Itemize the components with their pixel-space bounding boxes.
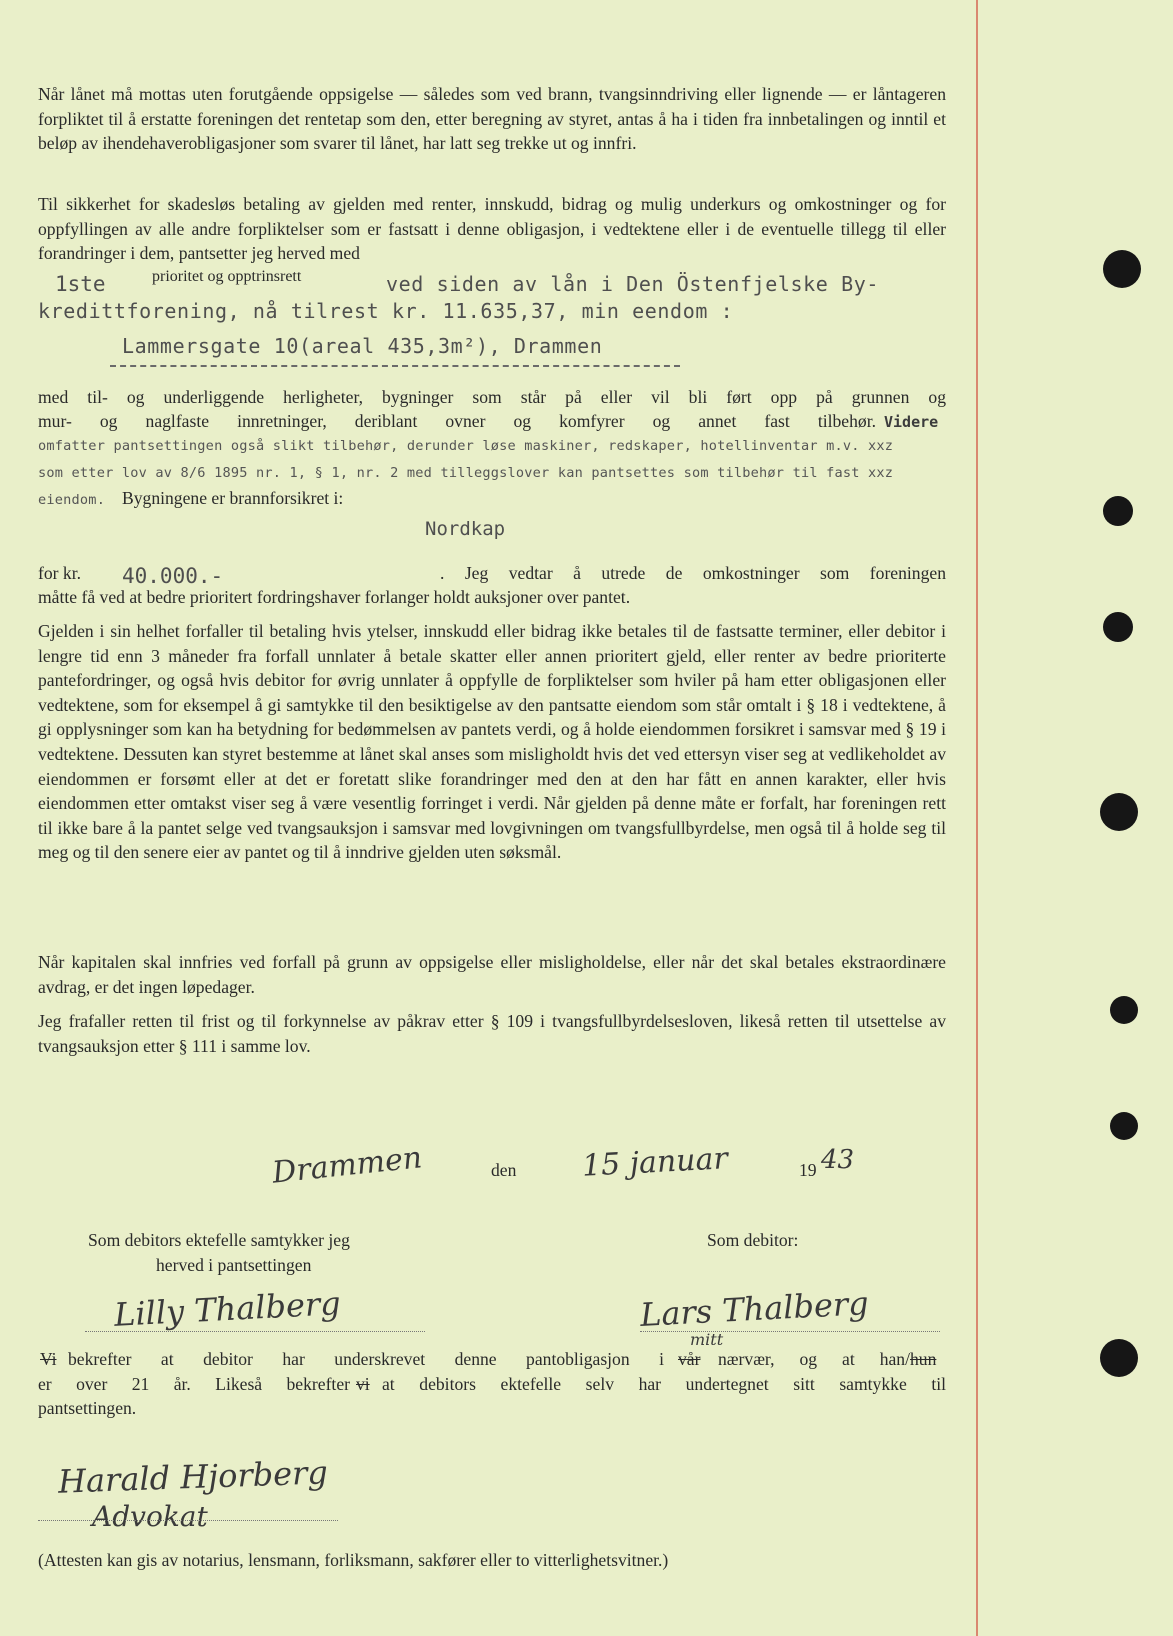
year-printed: 19: [799, 1160, 817, 1180]
typed-priority-line1: ved siden av lån i Den Östenfjelske By-: [386, 272, 879, 296]
debtor-signature-line: [640, 1331, 940, 1332]
margin-rule: [976, 0, 978, 1636]
appurtenance-line2: mur- og naglfaste innretninger, deriblant ovner og komfyrer og annet fast tilbehør.: [38, 411, 876, 431]
for-kr-label: for kr.: [38, 563, 81, 583]
punch-hole: [1103, 250, 1141, 288]
paragraph-security: Til sikkerhet for skadesløs betaling av gjelden med renter, innskudd, bidrag og mulig underkurs og omkostninger og for oppfyllingen av alle andre forpliktelser som er fastsatt i denne obligasjon, i vedtektene eller i de eventuelle tillegg til eller forandringer i dem, pantsetter jeg herved med: [38, 194, 946, 264]
spouse-signature: Lilly Thalberg: [113, 1284, 342, 1334]
typed-insurer: Nordkap: [425, 518, 506, 540]
paragraph-capital: Når kapitalen skal innfries ved forfall på grunn av oppsigelse eller misligholdelse, eller når det skal betales ekstraordinære avdrag, er det ingen løpedager.: [38, 952, 946, 997]
witness-title: Advokat: [92, 1500, 208, 1533]
struck-line5: eiendom.: [38, 492, 106, 508]
attest-vi2-struck: vi: [356, 1374, 370, 1394]
typed-priority-line2: kredittforening, nå tilrest kr. 11.635,37, min eendom :: [38, 299, 734, 323]
struck-line3: omfatter pantsettingen også slikt tilbehør, derunder løse maskiner, redskaper, hotellinventar m.v. xxz: [38, 438, 894, 454]
dashed-underline: [110, 365, 680, 367]
punch-hole: [1100, 1339, 1138, 1377]
typed-insured-amount: 40.000.-: [122, 564, 224, 588]
cost-text-2: måtte få ved at bedre prioritert fordringshaver forlanger holdt auksjoner over pantet.: [38, 587, 631, 607]
debtor-caption: Som debitor:: [707, 1230, 799, 1250]
punch-hole: [1103, 612, 1133, 642]
priority-label: prioritet og opptrinsrett: [152, 268, 302, 285]
spouse-caption-2: herved i pantsettingen: [156, 1255, 312, 1275]
attest-var-struck: vår: [678, 1349, 701, 1369]
attest-mitt-inserted: mitt: [690, 1330, 724, 1349]
debtor-signature: Lars Thalberg: [639, 1284, 870, 1334]
typed-property: Lammersgate 10(areal 435,3m²), Drammen: [122, 334, 603, 358]
attest-text-1b: nærvær, og at han/: [718, 1349, 910, 1369]
attest-footnote: (Attesten kan gis av notarius, lensmann, forliksmann, sakfører eller to vitterlighetsvitner.): [38, 1550, 669, 1570]
attest-text-2b: at debitors ektefelle selv har undertegnet sitt samtykke til: [382, 1374, 946, 1394]
typed-priority-rank: 1ste: [55, 272, 106, 296]
struck-line4: som etter lov av 8/6 1895 nr. 1, § 1, nr. 2 med tilleggslover kan pantsettes som tilbehør til fast xxz: [38, 465, 894, 481]
spouse-caption: Som debitors ektefelle samtykker jeg: [88, 1230, 350, 1250]
handwritten-place: Drammen: [270, 1140, 424, 1191]
witness-signature-line: [38, 1520, 338, 1521]
witness-signature: Harald Hjorberg: [57, 1453, 329, 1501]
attest-text-1a: bekrefter at debitor har underskrevet denne pantobligasjon i: [68, 1349, 664, 1369]
punch-hole: [1110, 996, 1138, 1024]
attest-vi-struck: Vi: [40, 1349, 57, 1369]
appurtenance-line1: med til- og underliggende herligheter, bygninger som står på eller vil bli ført opp på grunnen og: [38, 387, 946, 407]
attest-text-2a: er over 21 år. Likeså bekrefter: [38, 1374, 350, 1394]
typed-videre: Videre: [884, 413, 939, 431]
attest-text-3: pantsettingen.: [38, 1398, 137, 1418]
paragraph-default: Gjelden i sin helhet forfaller til betaling hvis ytelser, innskudd eller bidrag ikke betales til de fastsatte terminer, eller debitor i lengre tid enn 3 måneder fra forfall unnlater å betale skatter eller annen prioritert gjeld, eller renter av bedre prioriterte pantefordringer, og også hvis debitor for øvrig unnlater å oppfylle de forpliktelser som hviler på ham etter obligasjonen eller vedtektene, som for eksempel å gi samtykke til den besiktigelse av den pantsatte eiendom som står omtalt i § 18 i vedtektene, å gi opplysninger som kan ha betydning for bedømmelsen av pantets verdi, og å holde eiendommen forsikret i samsvar med § 19 i vedtektene. Dessuten kan styret bestemme at lånet skal anses som misligholdt hvis det ved ettersyn viser seg at vedlikeholdet av eiendommen er forsømt eller at det er foretatt slike forandringer med den at den har fått en annen karakter, eller hvis eiendommen etter omtakst viser seg å være vesentlig forringet i verdi. Når gjelden på denne måte er forfalt, har foreningen rett til ikke bare å la pantet selge ved tvangsauksjon i samsvar med lovgivningen om tvangsfullbyrdelse, men også til å holde seg til meg og til den senere eier av pantet og til å inndrive gjelden uten søksmål.: [38, 621, 946, 863]
punch-hole: [1103, 496, 1133, 526]
den-label: den: [491, 1160, 517, 1180]
punch-hole: [1100, 793, 1138, 831]
spouse-signature-line: [85, 1331, 425, 1332]
cost-text: . Jeg vedtar å utrede de omkostninger som foreningen: [440, 563, 946, 583]
attest-hun-struck: hun: [910, 1349, 937, 1369]
handwritten-year: 43: [821, 1145, 855, 1175]
handwritten-date: 15 januar: [581, 1141, 729, 1184]
paragraph-prepayment: Når lånet må mottas uten forutgående oppsigelse — således som ved brann, tvangsinndriving eller lignende — er låntageren forpliktet til å erstatte foreningen det rentetap som den, etter beregning av styret, antas å ha i tiden fra innbetalingen og inntil et beløp av ihendehaverobligasjoner som svarer til lånet, har latt seg trekke ut og innfri.: [38, 84, 946, 154]
punch-hole: [1110, 1112, 1138, 1140]
paragraph-waiver: Jeg frafaller retten til frist og til forkynnelse av påkrav etter § 109 i tvangsfullbyrdelsesloven, likeså retten til utsettelse av tvangsauksjon etter § 111 i samme lov.: [38, 1011, 946, 1056]
insured-text: Bygningene er brannforsikret i:: [122, 488, 344, 508]
